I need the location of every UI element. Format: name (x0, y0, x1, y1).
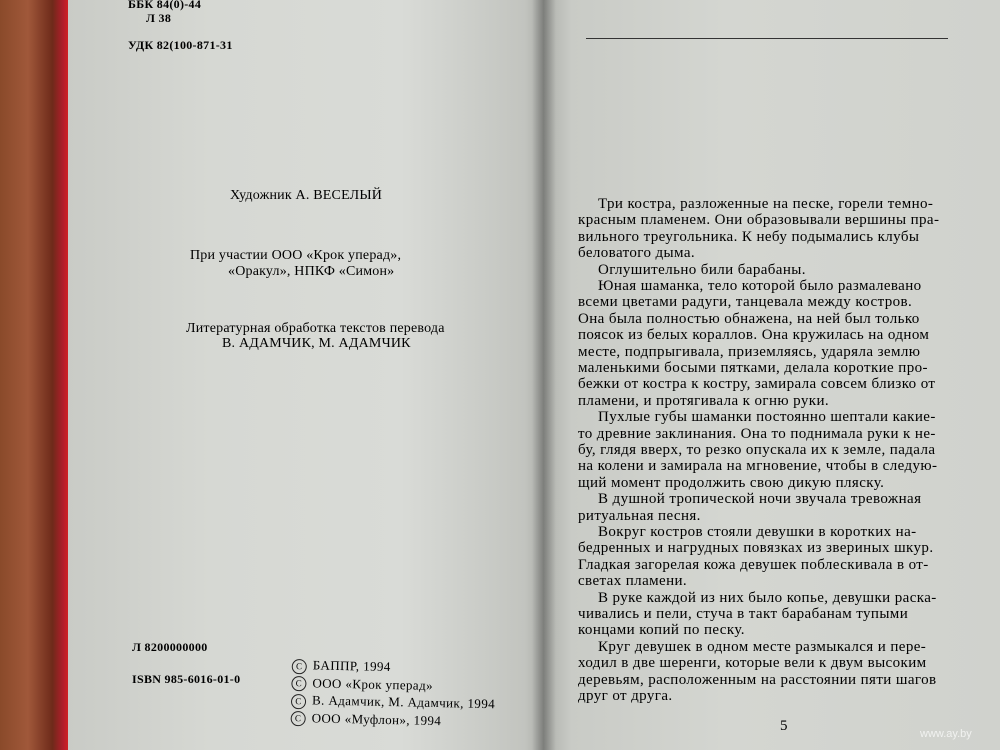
header-rule (586, 38, 948, 39)
body-text-line: месте, подпрыгивала, приземляясь, ударяла землю (578, 343, 921, 360)
body-text-line: В душной тропической ночи звучала тревожная (598, 491, 922, 508)
bbk-code: Л 38 (146, 11, 172, 25)
body-text-line: бежки от костра к костру, замирала совсем близко от (578, 376, 936, 393)
body-text-line: бу, глядя вверх, то резко опускала их к земле, падала (578, 442, 936, 458)
body-text-line: щий момент продолжить свою дикую пляску. (578, 474, 885, 491)
body-text-line: бедренных и нагрудных повязках из звериных шкур. (578, 540, 934, 557)
bbk-index: ББК 84(0)-44 (128, 0, 202, 11)
copyright-icon: C (291, 694, 306, 709)
body-text-line: то древние заклинания. Она то поднимала руки к не- (578, 425, 936, 442)
artist-credit: Художник А. ВЕСЕЛЫЙ (230, 188, 383, 203)
body-text-line: друг от друга. (578, 688, 673, 704)
participation-line-2: «Оракул», НПКФ «Симон» (228, 264, 395, 279)
copyright-line: C БАППР, 1994 (292, 656, 496, 678)
copyright-line: C ООО «Муфлон», 1994 (291, 709, 495, 731)
adaptation-line-2: В. АДАМЧИК, М. АДАМЧИК (222, 336, 411, 351)
body-text-line: ходил в две шеренги, которые вели к двум высоким (578, 655, 927, 672)
copyright-icon: C (292, 659, 307, 674)
body-text-line: концами копий по песку. (578, 622, 745, 639)
body-text-line: Три костра, разложенные на песке, горели темно- (598, 196, 934, 212)
catalog-code: Л 8200000000 (132, 640, 208, 654)
body-text-line: Пухлые губы шаманки постоянно шептали какие- (598, 409, 936, 426)
body-text-line: светах пламени. (578, 573, 688, 590)
body-text-line: Оглушительно били барабаны. (598, 261, 806, 278)
copyright-line: C ООО «Крок уперад» (291, 674, 495, 696)
copyright-block (291, 656, 496, 730)
body-text-line: пламени, и протягивала к огню руки. (578, 392, 830, 409)
body-text-line: на колени и замирала на мгновение, чтобы в следую- (578, 458, 938, 475)
body-text-line: вильного треугольника. К небу подымались клубы (578, 228, 920, 245)
copyright-icon: C (291, 711, 306, 726)
body-text-line: ритуальная песня. (578, 507, 701, 524)
body-text-line: Юная шаманка, тело которой было размалевано (598, 278, 922, 294)
page-number: 5 (780, 718, 788, 734)
udk-index: УДК 82(100-871-31 (128, 38, 233, 52)
left-page (68, 0, 544, 750)
body-text-line: Гладкая загорелая кожа девушек поблескивала в от- (578, 556, 929, 573)
body-text-line: Круг девушек в одном месте размыкался и пере- (598, 638, 927, 655)
body-text-line: маленькими босыми пятками, делала короткие про- (578, 360, 928, 376)
copyright-line: C В. Адамчик, М. Адамчик, 1994 (291, 691, 495, 713)
body-text-line: чивались и пели, стуча в такт барабанам тупыми (578, 606, 909, 622)
adaptation-line-1: Литературная обработка текстов перевода (186, 321, 445, 336)
book-gutter (532, 0, 556, 750)
watermark: www.ay.by (920, 728, 972, 740)
body-text-line: Она была полностью обнажена, на ней был только (578, 310, 920, 327)
copyright-icon: C (291, 676, 306, 691)
body-text-line: Вокруг костров стояли девушки в коротких на- (598, 524, 917, 540)
body-text-line: поясок из белых кораллов. Она кружилась на одном (578, 327, 930, 344)
body-text-line: красным пламенем. Они образовывали вершины пра- (578, 212, 940, 229)
body-text-line: беловатого дыма. (578, 245, 696, 262)
body-text-line: В руке каждой из них было копье, девушки раска- (598, 589, 937, 606)
table-and-cover-edge (0, 0, 70, 750)
body-text-line: деревьям, расположенным на расстоянии пяти шагов (578, 671, 937, 688)
body-text-line: всеми цветами радуги, танцевала между костров. (578, 294, 913, 311)
participation-line-1: При участии ООО «Крок уперад», (190, 248, 402, 263)
isbn: ISBN 985-6016-01-0 (132, 672, 241, 686)
